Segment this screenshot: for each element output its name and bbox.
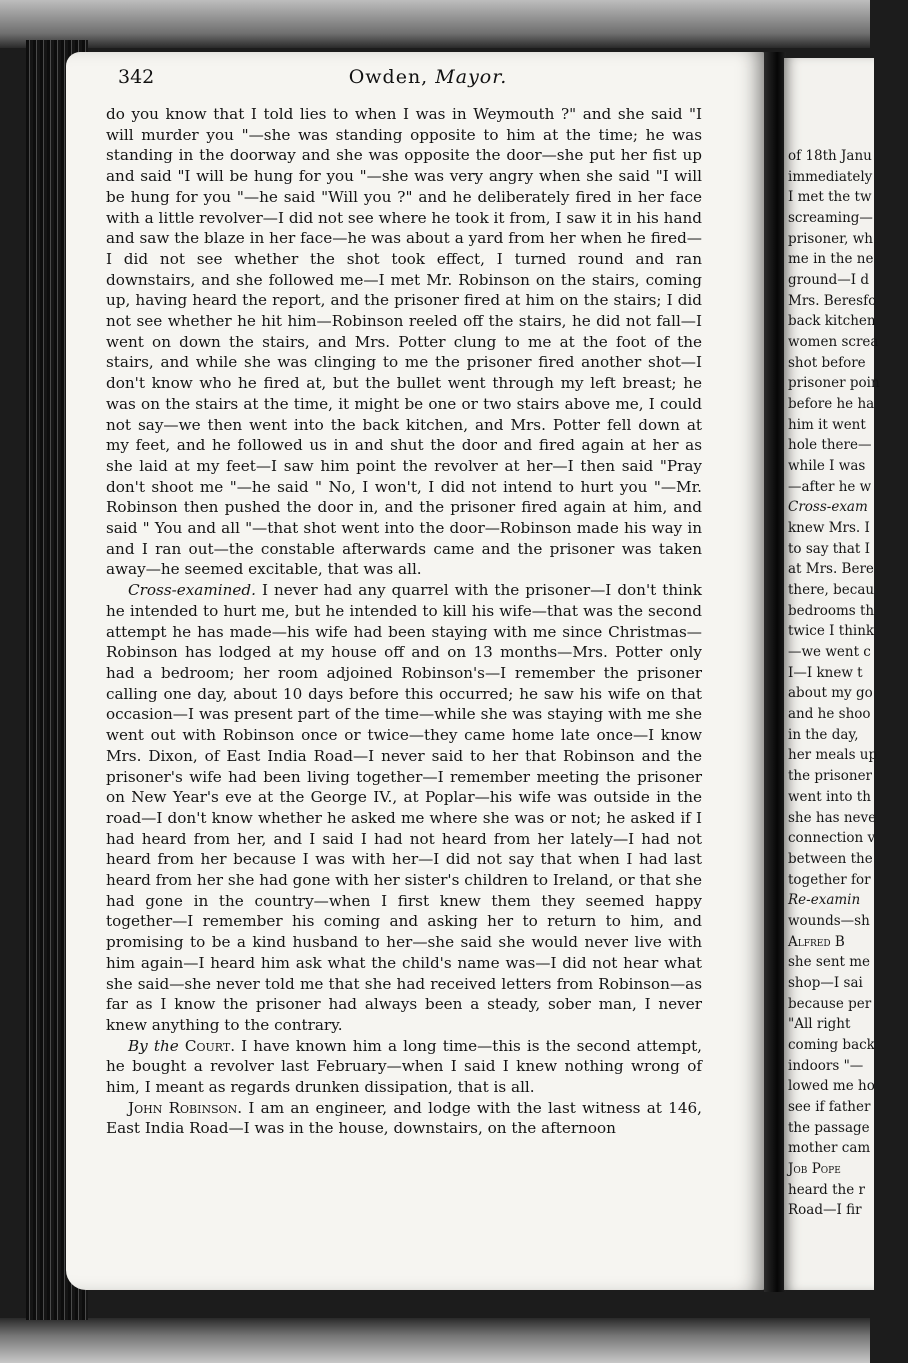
by-the-label: By the [128, 1036, 179, 1055]
right-page-line: of 18th Janu [788, 148, 872, 164]
right-page-line: shot before [788, 354, 866, 371]
right-page-line: and he shoo [788, 706, 871, 723]
right-page-line: while I was [788, 458, 866, 475]
right-page-line: Re-examin [788, 892, 861, 909]
cross-examined-text: I never had any quarrel with the prisoner—I don't think he intended to hurt me, but he intended to kill his wife—that was the second attempt he has made—his wife had been staying with me since Christmas—Robinson has lodged at my house off and on 13 months—Mrs. Potter only had a bedroom; her room adjoined Robinson's—I remember the prisoner calling one day, about 10 days before this occurred; he saw his wife on that occasion—I was present part of the time—while she was staying with me she went out with Robinson once or twice—they came home late once—I know Mrs. Dixon, of East India Road—I never said to her that Robinson and the prisoner's wife had been living together—I remember meeting the prisoner on New Year's eve at the George IV., at Poplar—his wife was outside in the road—I don't know whether he asked me where she was or not; he asked if I had heard from her, and I said I had not heard from her lately—I had not heard from her because I was with her—I did not say that when I had last heard from her she had gone with her sister's children to Ireland, or that she had gone in the country—when I first knew them they seemed happy together—I remember his coming and asking her to return to him, and promising to be a kind husband to her—she said she would never live with him again—I heard him ask what the child's name was—I did not hear what she said—she never told me that she had received letters from Robinson—as far as I know the prisoner had always been a steady, sober man, I never knew anything to the contrary. [106, 581, 702, 1034]
page-number: 342 [118, 66, 155, 88]
right-page-line: hole there— [788, 437, 872, 454]
running-head-title: Mayor. [435, 66, 508, 88]
right-page-line: between the [788, 850, 873, 867]
right-page-line: women screa [788, 334, 879, 351]
right-page-line: knew Mrs. I [788, 520, 870, 537]
right-page-line: me in the ne [788, 251, 874, 268]
right-page-line: Alfred B [788, 933, 845, 950]
right-page-partial [784, 58, 880, 1290]
right-page-line: connection v [788, 830, 876, 847]
right-page-line: mother cam [788, 1140, 871, 1157]
right-page-line: twice I think [788, 623, 875, 640]
paragraph-by-the-court [106, 1036, 702, 1098]
right-page-line: "All right [788, 1016, 851, 1033]
right-page-line: ground—I d [788, 272, 870, 289]
book-gutter [764, 52, 786, 1292]
right-page-line: because per [788, 995, 872, 1012]
right-page-line: Cross-exam [788, 499, 868, 516]
right-page-line: immediately [788, 168, 873, 185]
right-page-line: at Mrs. Bere [788, 561, 874, 578]
john-robinson-text: I am an engineer, and lodge with the last witness at 146, East India Road—I was in the house, downstairs, on the afternoon [106, 1098, 702, 1138]
page-header [118, 66, 738, 92]
right-page-line: lowed me ho [788, 1078, 875, 1095]
running-head [308, 66, 548, 88]
right-page-line: Job Pope [788, 1160, 841, 1177]
right-page-line: there, becau [788, 582, 875, 599]
right-page-line: prisoner poin [788, 375, 880, 392]
right-page-line: went into th [788, 788, 871, 805]
right-page-line: back kitchen [788, 313, 876, 330]
right-page-line: together for [788, 871, 871, 888]
right-page-line: she has neve [788, 809, 877, 826]
right-page-line: she sent me [788, 954, 871, 971]
right-page-line: —we went c [788, 644, 871, 661]
right-page-line: prisoner, wh [788, 230, 873, 247]
right-page-line: Mrs. Beresfo [788, 292, 877, 309]
right-page-line: shop—I sai [788, 974, 863, 991]
right-page-line: him it went [788, 416, 866, 433]
scanner-background-top [0, 0, 870, 48]
right-page-line: —after he w [788, 478, 872, 495]
right-page-line: heard the r [788, 1181, 865, 1198]
right-page-line: about my go [788, 685, 873, 702]
court-label: Court. [184, 1036, 236, 1055]
body-text [106, 104, 702, 1139]
running-head-name: Owden, [348, 66, 429, 88]
right-page-line: I—I knew t [788, 664, 863, 681]
paragraph-john-robinson [106, 1098, 702, 1139]
right-page-line: the passage [788, 1119, 870, 1136]
paragraph-cross-examined [106, 580, 702, 1035]
right-page-line: Road—I fir [788, 1202, 862, 1219]
right-page-text [788, 146, 908, 1221]
by-the-court-text: I have known him a long time—this is the second attempt, he bought a revolver last February—when I said I knew nothing wrong of him, I meant as regards drunken dissipation, that is all. [106, 1036, 703, 1097]
witness-name: John Robinson. [128, 1098, 243, 1117]
right-page-line: coming back [788, 1036, 875, 1053]
right-page-line: to say that I [788, 540, 870, 557]
right-page-line: see if father [788, 1098, 871, 1115]
cross-examined-label: Cross-examined. [128, 581, 256, 600]
right-page-line: bedrooms th [788, 602, 875, 619]
right-page-line: I met the tw [788, 189, 872, 206]
right-page-line: screaming— [788, 210, 873, 227]
right-page-line: in the day, [788, 726, 859, 743]
right-page-line: before he ha [788, 396, 875, 413]
right-page-line: wounds—sh [788, 912, 870, 929]
paragraph-testimony: do you know that I told lies to when I was in Weymouth ?" and she said "I will murder you "—she was standing opposite to him at the time; he was standing in the doorway and she was opposite the door—she put her fist up and said "I will be hung for you "—she was very angry when she said "I will be hung for you "—he said "Will you ?" and he deliberately fired in her face with a little revolver—I did not see where he took it from, I saw it in his hand and saw the blaze in her face—he was about a yard from her when he fired—I did not see whether the shot took effect, I turned round and ran downstairs, and she followed me—I met Mr. Robinson on the stairs, coming up, having heard the report, and the prisoner fired at him on the stairs; I did not see whether he hit him—Robinson reeled off the stairs, he did not fall—I went on down the stairs, and Mrs. Potter clung to me at the foot of the stairs, and while she was clinging to me the prisoner fired another shot—I don't know who he fired at, but the bullet went through my left breast; he was on the stairs at the time, it might be one or two stairs above me, I could not say—we then went into the back kitchen, and Mrs. Potter fell down at my feet, and he followed us in and shut the door and fired again at her as she laid at my feet—I saw him point the revolver at her—I then said "Pray don't shoot me "—he said " No, I won't, I did not intend to hurt you "—Mr. Robinson then pushed the door in, and the prisoner fired again at him, and said " You and all "—that shot went into the door—Robinson made his way in and I ran out—the constable afterwards came and the prisoner was taken away—he seemed excitable, that was all. [106, 105, 702, 579]
right-page-line: her meals up [788, 747, 878, 764]
scanner-background-bottom [0, 1318, 870, 1363]
right-page-line: the prisoner [788, 768, 873, 785]
right-page-line: indoors "— [788, 1057, 864, 1074]
